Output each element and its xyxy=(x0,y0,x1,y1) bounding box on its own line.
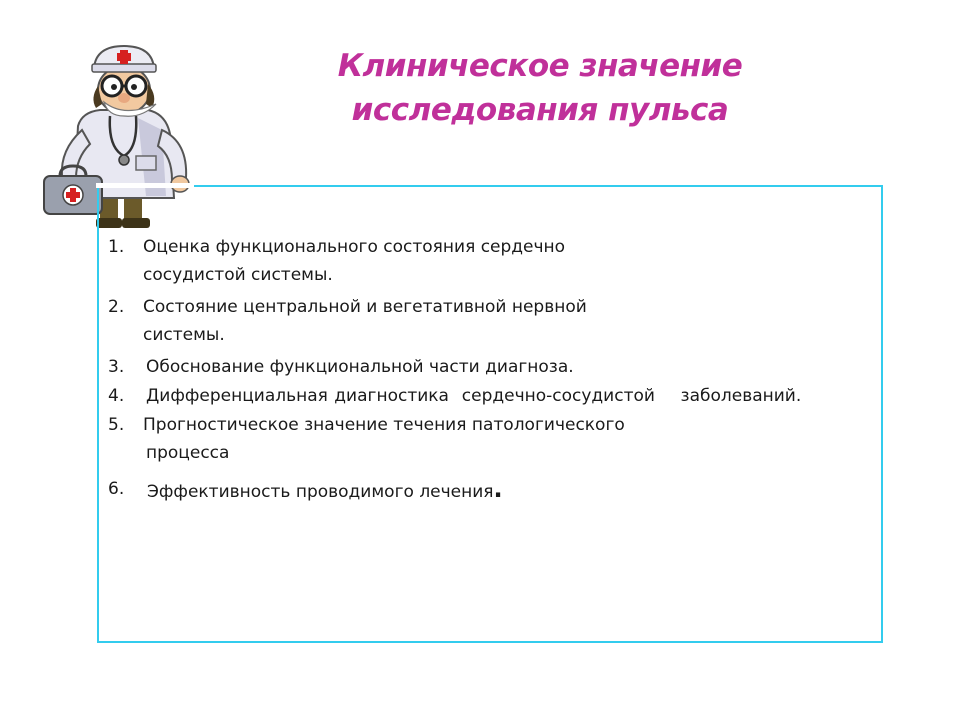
item-text-continuation: сосудистой системы. xyxy=(143,265,333,285)
item-text: Прогностическое значение течения патологического xyxy=(143,415,625,435)
list-item xyxy=(108,353,888,381)
item-number: 6. xyxy=(108,479,125,499)
item-number: 5. xyxy=(108,415,125,435)
item-number: 2. xyxy=(108,297,125,317)
title-line-2: исследования пульса xyxy=(351,92,729,128)
slide-title xyxy=(300,44,780,132)
item-text: Состояние центральной и вегетативной нервной xyxy=(143,297,587,317)
item-text: Дифференциальная диагностика сердечно-сосудистой заболеваний. xyxy=(146,386,802,406)
item-text: Эффективность проводимого лечения xyxy=(147,482,494,502)
item-number: 1. xyxy=(108,237,125,257)
list-item xyxy=(108,293,888,349)
list-item xyxy=(108,382,888,410)
significance-list xyxy=(108,233,888,506)
title-line-1: Клиническое значение xyxy=(337,48,743,84)
item-number: 3. xyxy=(108,357,125,377)
item-number: 4. xyxy=(108,386,125,406)
item-text-continuation: системы. xyxy=(143,325,225,345)
frame-gap xyxy=(96,183,194,188)
item-text: Обоснование функциональной части диагноза. xyxy=(146,357,574,377)
list-item xyxy=(108,475,888,506)
list-item xyxy=(108,411,888,467)
item-end-mark: . xyxy=(493,475,503,503)
item-text-wrapper xyxy=(108,475,888,506)
item-text-continuation: процесса xyxy=(146,443,230,463)
list-item xyxy=(108,233,888,289)
item-text: Оценка функционального состояния сердечно xyxy=(143,237,566,257)
